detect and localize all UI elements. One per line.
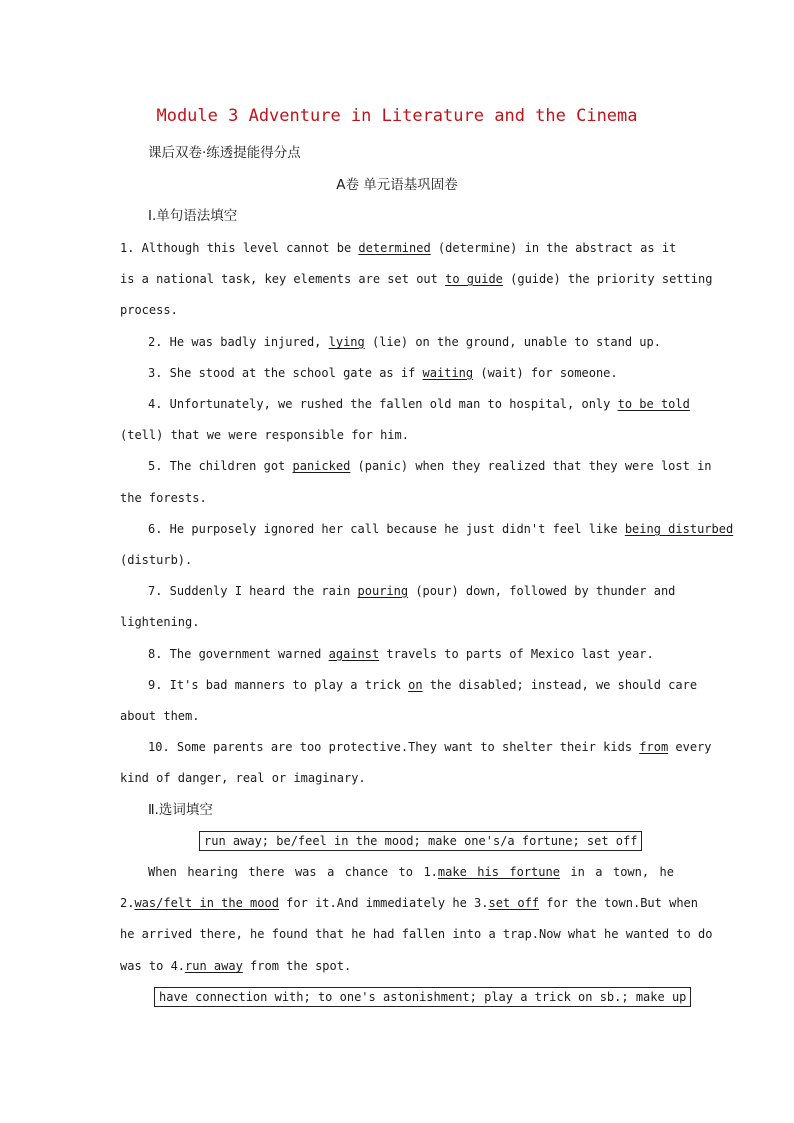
passage-line1: When hearing there was a chance to 1.make his fortune in a town, he [148, 865, 675, 879]
q10-line2: kind of danger, real or imaginary. [120, 771, 366, 785]
q3-line: 3. She stood at the school gate as if waiting (wait) for someone. [148, 366, 618, 380]
q7-line1: 7. Suddenly I heard the rain pouring (pour) down, followed by thunder and [148, 584, 676, 598]
q9-line1: 9. It's bad manners to play a trick on the disabled; instead, we should care [148, 678, 698, 692]
q3-answer: waiting [422, 366, 474, 380]
word-bank-box-1: run away; be/feel in the mood; make one's/a fortune; set off [199, 831, 642, 851]
q6-line1: 6. He purposely ignored her call because he just didn't feel like being disturbed [148, 522, 734, 536]
blank-1-answer: make his fortune [437, 865, 560, 879]
document-title: Module 3 Adventure in Literature and the Cinema [156, 106, 638, 126]
part1-heading: Ⅰ.单句语法填空 [148, 208, 238, 224]
q5-line2: the forests. [120, 491, 207, 505]
q1-line1: 1. Although this level cannot be determined (determine) in the abstract as it [120, 241, 677, 255]
q6-answer: being disturbed [624, 522, 734, 536]
q8-answer: against [328, 647, 380, 661]
part2-heading: Ⅱ.选词填空 [148, 802, 213, 818]
q1-answer2: to guide [445, 272, 503, 286]
word-bank-box-2: have connection with; to one's astonishment; play a trick on sb.; make up [154, 987, 691, 1007]
q10-line1: 10. Some parents are too protective.They want to shelter their kids from every [148, 740, 712, 754]
blank-3-answer: set off [488, 896, 540, 910]
q4-answer: to be told [617, 397, 690, 411]
q4-line2: (tell) that we were responsible for him. [120, 428, 409, 442]
q4-line1: 4. Unfortunately, we rushed the fallen old man to hospital, only to be told [148, 397, 690, 411]
q5-line1: 5. The children got panicked (panic) when they realized that they were lost in [148, 459, 712, 473]
subtitle: 课后双卷·练透提能得分点 [148, 145, 301, 161]
q7-answer: pouring [357, 584, 409, 598]
q10-answer: from [639, 740, 669, 754]
q1-line3: process. [120, 303, 178, 317]
q1-answer: determined [358, 241, 431, 255]
q1-line2: is a national task, key elements are set out to guide (guide) the priority setting [120, 272, 713, 286]
blank-4-answer: run away [185, 959, 243, 973]
q9-answer: on [408, 678, 423, 692]
q9-line2: about them. [120, 709, 200, 723]
q5-answer: panicked [292, 459, 351, 473]
blank-2-answer: was/felt in the mood [134, 896, 279, 910]
q7-line2: lightening. [120, 615, 200, 629]
passage-line2: 2.was/felt in the mood for it.And immediately he 3.set off for the town.But when [120, 896, 698, 910]
passage-line4: was to 4.run away from the spot. [120, 959, 352, 973]
passage-line3: he arrived there, he found that he had fallen into a trap.Now what he wanted to do [120, 927, 713, 941]
q8-line: 8. The government warned against travels to parts of Mexico last year. [148, 647, 654, 661]
section-title: A卷 单元语基巩固卷 [336, 177, 458, 193]
q2-answer: lying [328, 335, 365, 349]
q2-line: 2. He was badly injured, lying (lie) on the ground, unable to stand up. [148, 335, 661, 349]
q6-line2: (disturb). [120, 553, 193, 567]
